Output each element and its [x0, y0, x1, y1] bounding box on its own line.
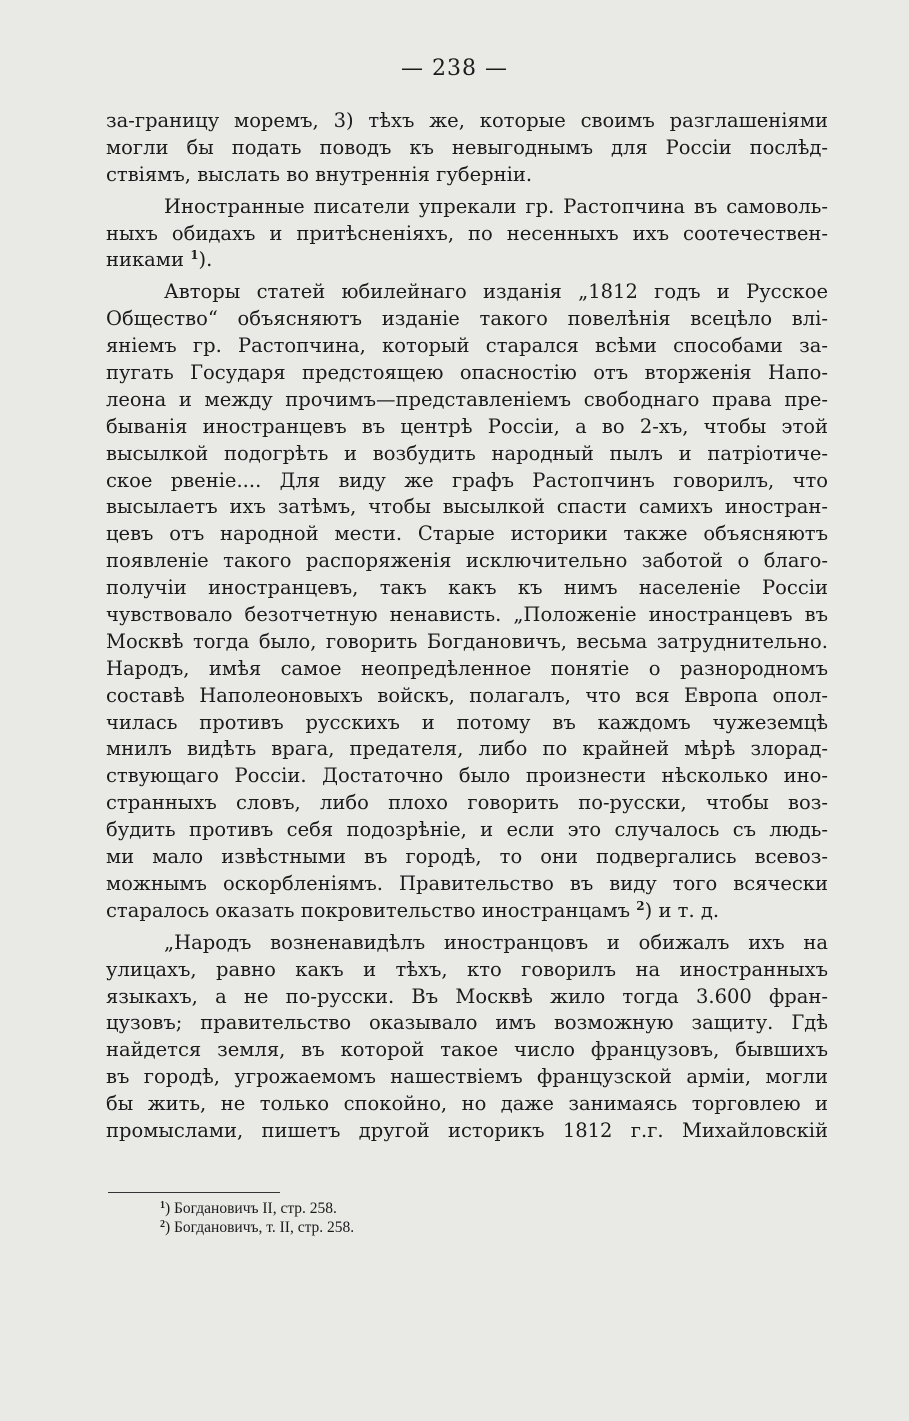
footnotes: [160, 1199, 660, 1237]
text-line: [106, 247, 828, 274]
text-line: [106, 548, 828, 575]
line-text: цевъ отъ народной мести. Старые историки также объясняютъ: [106, 522, 828, 546]
line-text: ствующаго Россіи. Достаточно было произнести нѣсколько ино-: [106, 764, 828, 788]
text-line: [106, 387, 828, 414]
line-text: получіи иностранцевъ, такъ какъ къ нимъ населеніе Россіи: [106, 576, 828, 600]
line-text: ми мало извѣстными въ городѣ, то они подвергались всевоз-: [106, 845, 828, 869]
text-line: [106, 468, 828, 495]
text-line: [106, 710, 828, 737]
text-line: [106, 957, 828, 984]
paragraph: [106, 108, 828, 189]
text-line: [106, 360, 828, 387]
text-line: [106, 414, 828, 441]
text-line: [106, 1091, 828, 1118]
text-line: [106, 790, 828, 817]
line-tail: ) и т. д.: [644, 898, 720, 922]
line-text: будить противъ себя подозрѣніе, и если это случалось съ людь-: [106, 818, 828, 842]
main-text: [106, 108, 828, 1145]
line-text: никами: [106, 248, 184, 272]
page-number: — 238 —: [401, 56, 508, 81]
line-text: могли бы подать поводъ къ невыгоднымъ для Россіи послѣд-: [106, 135, 828, 159]
line-text: Москвѣ тогда было, говорить Богдановичъ, весьма затруднительно.: [106, 629, 828, 653]
line-text: быванія иностранцевъ въ центрѣ Россіи, а во 2-хъ, чтобы этой: [106, 414, 828, 438]
text-line: [106, 333, 828, 360]
footnote-text: ) Богдановичъ II, стр. 258.: [165, 1200, 337, 1217]
text-line: [106, 898, 828, 925]
line-text: за-границу моремъ, 3) тѣхъ же, которые своимъ разглашеніями: [106, 109, 828, 132]
text-line: [106, 1010, 828, 1037]
text-line: [106, 683, 828, 710]
text-line: [106, 221, 828, 248]
footnote-reference[interactable]: 1: [190, 248, 199, 263]
line-tail: ).: [198, 248, 213, 272]
line-text: бы жить, не только спокойно, но даже занимаясь торговлею и: [106, 1092, 828, 1116]
footnote-divider: [108, 1192, 280, 1193]
paragraph: [106, 930, 828, 1145]
line-text: „Народъ возненавидѣлъ иностранцовъ и обижалъ ихъ на: [164, 930, 828, 954]
line-text: пугать Государя предстоящею опасностію отъ вторженія Напо-: [106, 361, 828, 385]
text-line: [106, 441, 828, 468]
line-text: высылаетъ ихъ затѣмъ, чтобы высылкой спасти самихъ иностран-: [106, 495, 828, 519]
footnote-1: [160, 1199, 660, 1218]
line-text: Иностранные писатели упрекали гр. Растопчина въ самоволь-: [164, 194, 828, 218]
text-line: [106, 306, 828, 333]
line-text: промыслами, пишетъ другой историкъ 1812 г.г. Михайловскій: [106, 1118, 828, 1142]
line-text: яніемъ гр. Растопчина, который старался всѣми способами за-: [106, 334, 828, 358]
text-line: [106, 135, 828, 162]
text-line: [106, 984, 828, 1011]
text-line: [106, 763, 828, 790]
text-line: [106, 1064, 828, 1091]
paragraph: [106, 194, 828, 275]
line-text: чилась противъ русскихъ и потому въ каждомъ чужеземцѣ: [106, 710, 828, 734]
text-line: [106, 844, 828, 871]
text-line: [106, 521, 828, 548]
text-line: [106, 194, 828, 221]
paragraph: [106, 279, 828, 924]
text-line: [106, 494, 828, 521]
line-text: ствіямъ, выслать во внутреннія губерніи.: [106, 162, 533, 186]
text-line: [106, 656, 828, 683]
line-text: высылкой подогрѣть и возбудить народный пылъ и патріотиче-: [106, 441, 828, 465]
text-line: [106, 871, 828, 898]
footnote-text: ) Богдановичъ, т. II, стр. 258.: [165, 1219, 355, 1236]
line-text: цузовъ; правительство оказывало имъ возможную защиту. Гдѣ: [106, 1011, 828, 1035]
line-text: составѣ Наполеоновыхъ войскъ, полагалъ, что вся Европа опол-: [106, 683, 828, 707]
line-text: Общество“ объясняютъ изданіе такого повелѣнія всецѣло влі-: [106, 307, 828, 331]
text-line: [106, 629, 828, 656]
line-text: улицахъ, равно какъ и тѣхъ, кто говорилъ на иностранныхъ: [106, 957, 828, 981]
line-text: Авторы статей юбилейнаго изданія „1812 годъ и Русское: [164, 280, 828, 304]
text-line: [106, 279, 828, 306]
text-line: [106, 162, 828, 189]
line-text: мнилъ видѣть врага, предателя, либо по крайней мѣрѣ злорад-: [106, 737, 828, 761]
line-text: ныхъ обидахъ и притѣсненіяхъ, по несенныхъ ихъ соотечествен-: [106, 221, 828, 245]
text-line: [106, 817, 828, 844]
text-line: [106, 1037, 828, 1064]
text-line: [106, 108, 828, 135]
line-text: ское рвеніе.... Для виду же графъ Растопчинъ говорилъ, что: [106, 468, 828, 492]
text-line: [106, 602, 828, 629]
footnote-mark: 2: [160, 1219, 165, 1230]
text-line: [106, 930, 828, 957]
footnote-2: [160, 1218, 660, 1237]
line-text: найдется земля, въ которой такое число французовъ, бывшихъ: [106, 1038, 828, 1062]
line-text: языкахъ, а не по-русски. Въ Москвѣ жило тогда 3.600 фран-: [106, 984, 828, 1008]
line-text: появленіе такого распоряженія исключительно заботой о благо-: [106, 549, 828, 573]
text-line: [106, 575, 828, 602]
line-text: въ городѣ, угрожаемомъ нашествіемъ французской арміи, могли: [106, 1065, 828, 1089]
line-text: старалось оказать покровительство иностранцамъ: [106, 898, 631, 922]
line-text: леона и между прочимъ—представленіемъ свободнаго права пре-: [106, 387, 828, 411]
footnote-reference[interactable]: 2: [636, 898, 645, 913]
text-line: [106, 1118, 828, 1145]
line-text: чувствовало безотчетную ненависть. „Положеніе иностранцевъ въ: [106, 603, 828, 627]
text-line: [106, 736, 828, 763]
footnote-mark: 1: [160, 1200, 165, 1211]
line-text: странныхъ словъ, либо плохо говорить по-русски, чтобы воз-: [106, 791, 828, 815]
line-text: можнымъ оскорбленіямъ. Правительство въ виду того всячески: [106, 871, 828, 895]
line-text: Народъ, имѣя самое неопредѣленное понятіе о разнородномъ: [106, 656, 828, 680]
